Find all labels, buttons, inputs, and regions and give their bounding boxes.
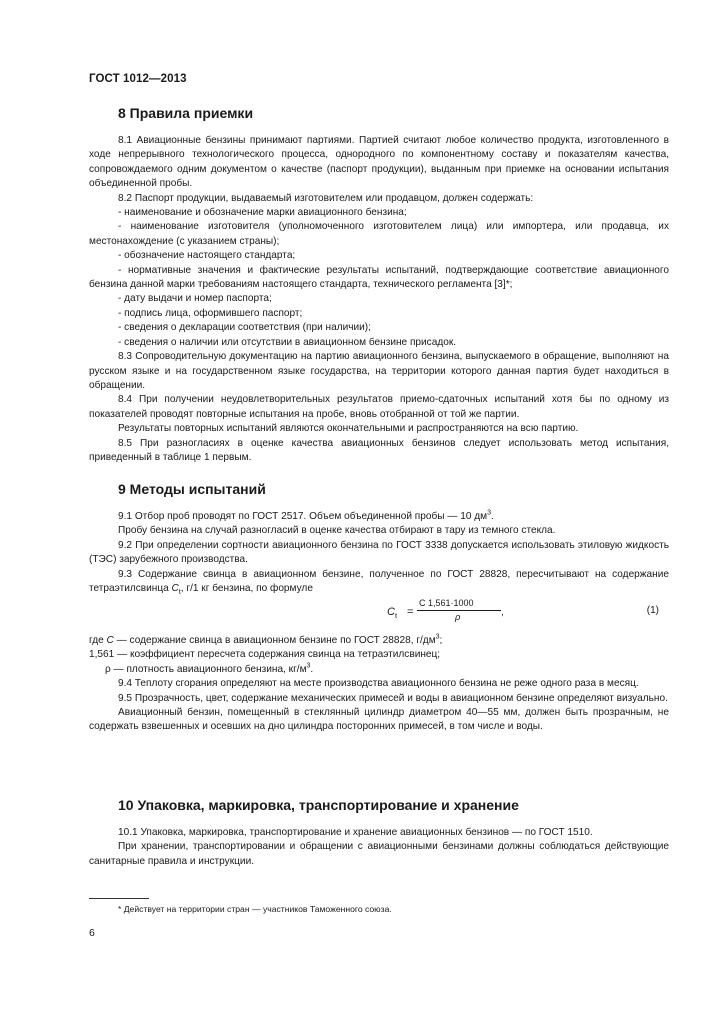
footnote: * Действует на территории стран — участников Таможенного союза. <box>118 904 392 914</box>
where-line-rho: ρ — плотность авиационного бензина, $кг/м^3$. <box>105 662 314 675</box>
paragraph-8-3: 8.3 Сопроводительную документацию на партию авиационного бензина, выпускаемого в обращение, выполняют на русском языке и на государственном языке государства, на территории которого данная партия будет находиться в обращении. <box>89 351 669 391</box>
section-10-body <box>89 826 669 869</box>
paragraph-9-1: 9.1 Отбор проб проводят по ГОСТ 2517. Объем объединенной пробы — 10 $дм^3$. <box>118 509 494 522</box>
paragraph-9-1-cont: Пробу бензина на случай разногласий в оценке качества отбирают в тару из темного стекла. <box>118 525 556 537</box>
paragraph-8-1: 8.1 Авиационные бензины принимают партиями. Партией считают любое количество продукта, изготовленного в ходе непрерывного технологического процесса, однородного по компонентному составу и показателям качества, сопровождаемого одним документом о качестве (паспорт продукции), выданным при приемке на основании испытания объединенной пробы. <box>89 135 669 190</box>
formula-denominator: ρ <box>455 612 461 623</box>
section-10-title: 10 Упаковка, маркировка, транспортирование и хранение <box>118 797 519 813</box>
paragraph-9-3: 9.3 Содержание свинца в авиационном бензине, полученное по ГОСТ 28828, пересчитывают на содержание тетраэтилсвинца $C_t$, г/1 кг бензина, по формуле <box>89 568 669 597</box>
list-item: - наименование и обозначение марки авиационного бензина; <box>118 207 407 219</box>
section-8-title: 8 Правила приемки <box>118 105 254 121</box>
paragraph-8-4: 8.4 При получении неудовлетворительных результатов приемо-сдаточных испытаний хотя бы по одному из показателей проводят повторные испытания на пробе, вновь отобранной от той же партии. <box>89 394 669 420</box>
paragraph-10-1-cont: При хранении, транспортировании и обращении с авиационными бензинами должны соблюдаться действующие санитарные правила и инструкции. <box>89 841 669 867</box>
footnote-rule <box>89 898 149 899</box>
paragraph-8-2: 8.2 Паспорт продукции, выдаваемый изготовителем или продавцом, должен содержать: <box>118 192 534 204</box>
formula-number: (1) <box>646 605 659 616</box>
formula-lhs: $C_t$ <box>387 606 398 621</box>
section-9-body-bottom <box>89 634 669 735</box>
paragraph-9-5-cont: Авиационный бензин, помещенный в стеклянный цилиндр диаметром 40—55 мм, должен быть прозрачным, не содержать взвешенных и осевших на дно цилиндра посторонних примесей, в том числе и воды. <box>89 707 669 733</box>
paragraph-9-2: 9.2 При определении сортности авиационного бензина по ГОСТ 3338 допускается использовать этиловую жидкость (ТЭС) зарубежного производства. <box>89 539 669 566</box>
page-number: 6 <box>89 927 95 939</box>
list-item: - наименование изготовителя (уполномоченного изготовителем лица) или импортера, или продавца, их местонахождение (с указанием страны); <box>89 221 669 247</box>
section-9-body-top <box>89 510 669 596</box>
list-item: - сведения о декларации соответствия (при наличии); <box>118 322 371 334</box>
section-9-title: 9 Методы испытаний <box>118 481 266 497</box>
paragraph-9-4: 9.4 Теплоту сгорания определяют на месте производства авиационного бензина не реже одного раза в месяц. <box>118 678 639 690</box>
list-item: - дату выдачи и номер паспорта; <box>118 293 272 305</box>
formula-numerator: C 1,561·1000 <box>419 598 474 608</box>
section-8-body <box>89 134 669 465</box>
list-item: - подпись лица, оформившего паспорт; <box>118 307 303 319</box>
list-item: - обозначение настоящего стандарта; <box>118 250 296 262</box>
list-item: - сведения о наличии или отсутствии в авиационном бензине присадок. <box>118 336 457 348</box>
paragraph-8-5: 8.5 При разногласиях в оценке качества авиационных бензинов следует использовать метод испытания, приведенный в таблице 1 первым. <box>89 437 669 463</box>
paragraph-10-1: 10.1 Упаковка, маркировка, транспортирование и хранение авиационных бензинов — по ГОСТ 1510. <box>118 827 593 838</box>
formula-comma: , <box>501 607 504 618</box>
where-line-coef: 1,561 — коэффициент пересчета содержания свинца на тетраэтилсвинец; <box>89 649 441 661</box>
list-item: - нормативные значения и фактические результаты испытаний, подтверждающие соответствие авиационного бензина данной марки требованиям настоящего стандарта, технического регламента [3]*; <box>89 264 669 291</box>
formula-equals: = <box>407 606 414 618</box>
paragraph-9-5: 9.5 Прозрачность, цвет, содержание механических примесей и воды в авиационном бензине определяют визуально. <box>118 692 668 704</box>
document-header: ГОСТ 1012—2013 <box>89 73 187 85</box>
fraction-bar <box>417 610 501 611</box>
formula-1 <box>89 600 669 630</box>
where-line-c: где C — содержание свинца в авиационном бензине по ГОСТ 28828, $г/дм^3$; <box>89 633 443 646</box>
paragraph-8-4-cont: Результаты повторных испытаний являются окончательными и распространяются на всю партию. <box>118 423 579 435</box>
